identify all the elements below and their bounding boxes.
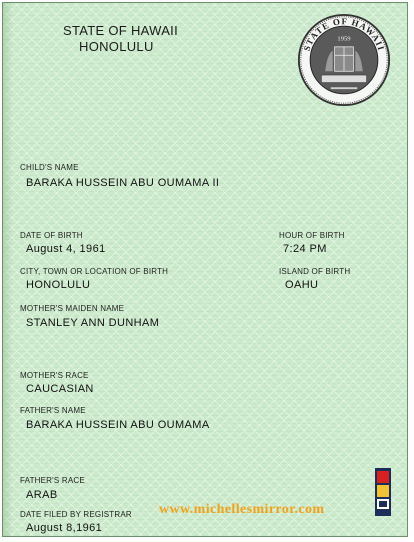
header-state: STATE OF HAWAII <box>63 23 178 38</box>
date-filed-value: August 8,1961 <box>26 522 103 534</box>
child-name-value: BARAKA HUSSEIN ABU OUMAMA II <box>26 177 220 189</box>
mother-maiden-name-label: MOTHER'S MAIDEN NAME <box>20 304 125 313</box>
date-filed-label: DATE FILED BY REGISTRAR <box>20 510 132 519</box>
mother-maiden-name-value: STANLEY ANN DUNHAM <box>26 317 160 329</box>
state-seal-icon <box>297 13 391 107</box>
father-race-value: ARAB <box>26 489 58 501</box>
place-of-birth-label: CITY, TOWN OR LOCATION OF BIRTH <box>20 267 169 276</box>
seal-top-text: STATE OF HAWAII <box>301 16 387 53</box>
island-of-birth-label: ISLAND OF BIRTH <box>279 267 351 276</box>
place-of-birth-value: HONOLULU <box>26 279 91 291</box>
mother-race-value: CAUCASIAN <box>26 383 94 395</box>
date-of-birth-value: August 4, 1961 <box>26 243 106 255</box>
hour-of-birth-value: 7:24 PM <box>283 243 327 255</box>
mother-race-label: MOTHER'S RACE <box>20 371 89 380</box>
child-name-label: CHILD'S NAME <box>20 163 79 172</box>
site-watermark: www.michellesmirror.com <box>159 502 325 517</box>
hour-of-birth-label: HOUR OF BIRTH <box>279 231 345 240</box>
site-logo-icon <box>375 468 391 516</box>
header-city: HONOLULU <box>79 39 154 54</box>
father-name-value: BARAKA HUSSEIN ABU OUMAMA <box>26 419 210 431</box>
birth-certificate <box>2 2 408 537</box>
date-of-birth-label: DATE OF BIRTH <box>20 231 83 240</box>
island-of-birth-value: OAHU <box>285 279 319 291</box>
father-name-label: FATHER'S NAME <box>20 406 86 415</box>
father-race-label: FATHER'S RACE <box>20 476 85 485</box>
seal-year: 1959 <box>337 35 351 43</box>
